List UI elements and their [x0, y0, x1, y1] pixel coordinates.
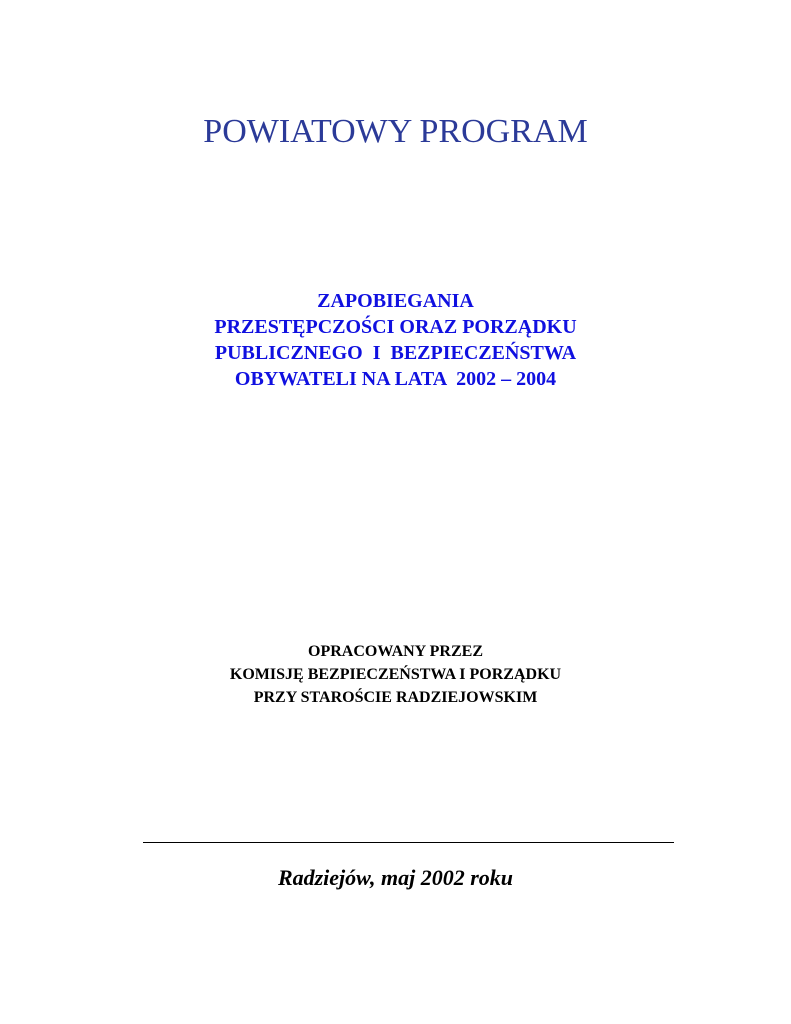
- document-title: POWIATOWY PROGRAM: [203, 113, 588, 150]
- subtitle-line: PRZESTĘPCZOŚCI ORAZ PORZĄDKU: [214, 316, 577, 338]
- horizontal-divider: [143, 842, 674, 843]
- subtitle-line: PUBLICZNEGO I BEZPIECZEŃSTWA: [214, 342, 577, 364]
- subtitle-line: ZAPOBIEGANIA: [317, 290, 474, 312]
- author-statement: [0, 640, 791, 709]
- author-line: KOMISJĘ BEZPIECZEŃSTWA I PORZĄDKU: [229, 666, 562, 683]
- author-line: PRZY STAROŚCIE RADZIEJOWSKIM: [253, 689, 538, 706]
- program-subtitle: [0, 288, 791, 392]
- subtitle-line: OBYWATELI NA LATA 2002 – 2004: [234, 368, 557, 390]
- place-and-date: Radziejów, maj 2002 roku: [277, 865, 514, 890]
- author-line: OPRACOWANY PRZEZ: [308, 643, 483, 660]
